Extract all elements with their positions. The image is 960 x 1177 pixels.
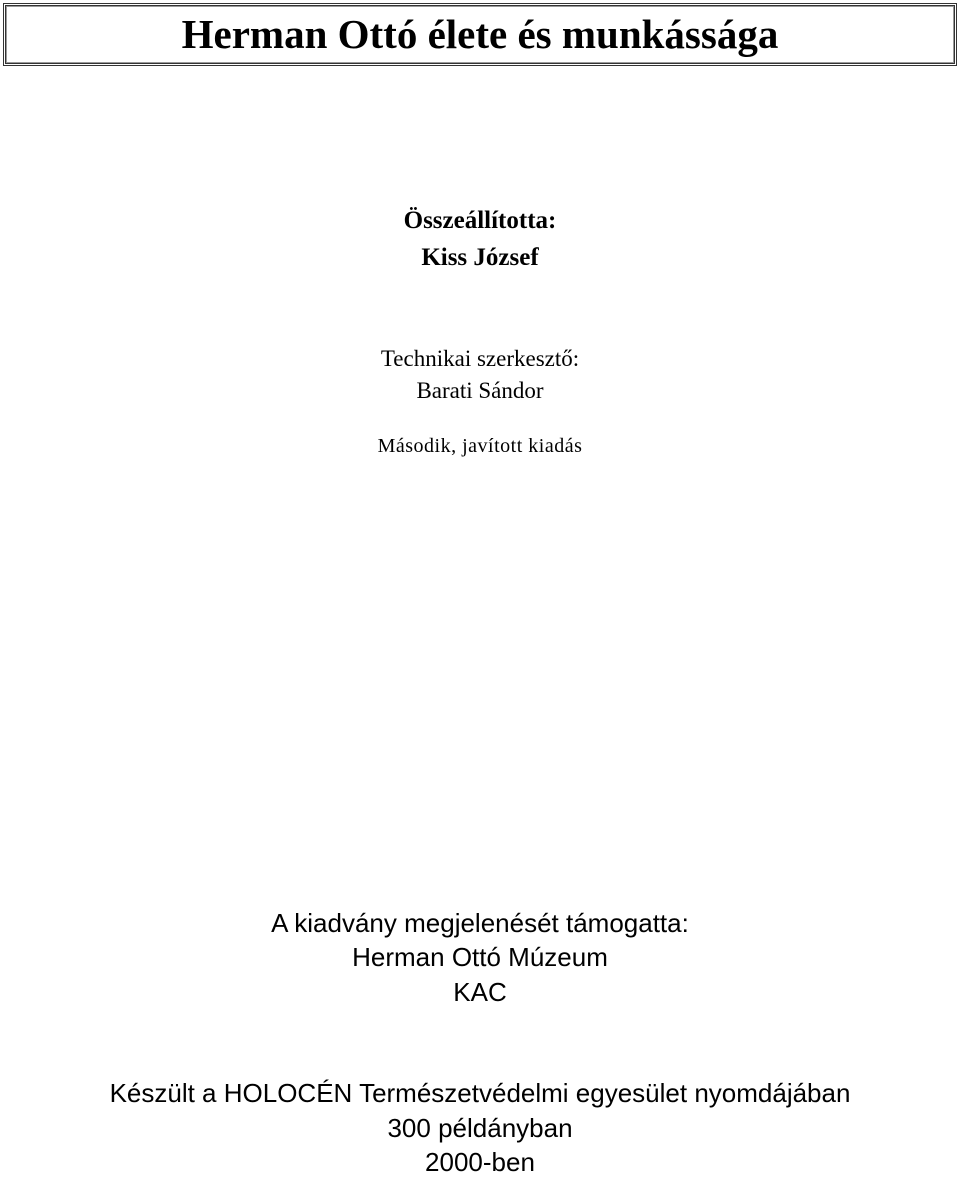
edition-note: Második, javított kiadás: [377, 435, 583, 457]
sponsor-museum: Herman Ottó Múzeum: [352, 942, 608, 972]
title-frame: [3, 3, 957, 66]
printer-info: Készült a HOLOCÉN Természetvédelmi egyesület nyomdájában: [109, 1078, 851, 1108]
support-label: A kiadvány megjelenését támogatta:: [271, 908, 689, 938]
sponsor-kac: KAC: [453, 977, 507, 1007]
tech-editor-name: Barati Sándor: [416, 378, 544, 403]
compiler-name: Kiss József: [421, 244, 539, 271]
tech-editor-label: Technikai szerkesztő:: [380, 346, 580, 371]
year-info: 2000-ben: [425, 1147, 535, 1177]
page-title: Herman Ottó élete és munkássága: [181, 11, 779, 57]
copies-info: 300 példányban: [387, 1113, 573, 1143]
compiler-label: Összeállította:: [403, 207, 557, 234]
